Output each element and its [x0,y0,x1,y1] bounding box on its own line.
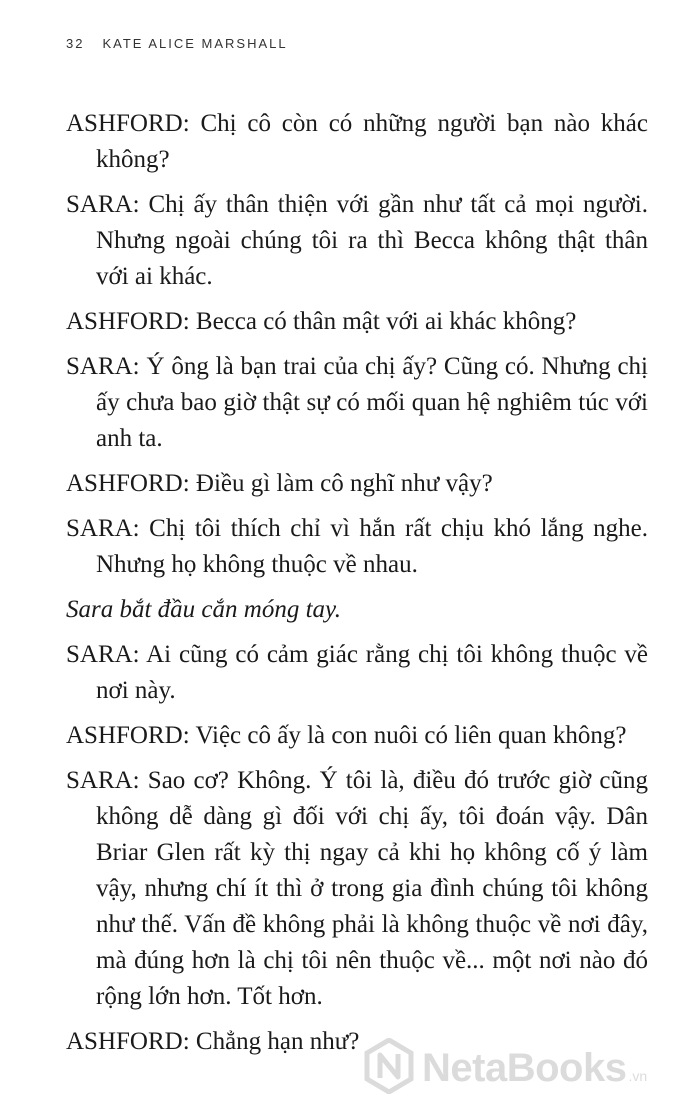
dialogue-line: ASHFORD: Chị cô còn có những người bạn nào khác không? [66,110,648,173]
watermark-tld: .vn [628,1068,648,1084]
watermark-brand: NetaBooks [422,1045,627,1090]
dialogue-line: SARA: Chị ấy thân thiện với gần như tất cả mọi người. Nhưng ngoài chúng tôi ra thì Becca không thật thân với ai khác. [66,191,648,290]
dialogue-line: SARA: Sao cơ? Không. Ý tôi là, điều đó trước giờ cũng không dễ dàng gì đối với chị ấy, tôi đoán vậy. Dân Briar Glen rất kỳ thị ngay cả khi họ không cố ý làm vậy, nhưng chí ít thì ở trong gia đình chúng tôi không như thế. Vấn đề không phải là không thuộc về nơi đây, mà đúng hơn là chị tôi nên thuộc về... một nơi nào đó rộng lớn hơn. Tốt hơn. [66,767,648,1010]
running-head [66,36,288,51]
stage-direction: Sara bắt đầu cắn móng tay. [66,596,341,623]
dialogue-line: ASHFORD: Điều gì làm cô nghĩ như vậy? [66,470,493,497]
dialogue-line: SARA: Ai cũng có cảm giác rằng chị tôi không thuộc về nơi này. [66,641,648,704]
page-number: 32 [66,36,85,51]
dialogue-line: SARA: Chị tôi thích chỉ vì hắn rất chịu khó lắng nghe. Nhưng họ không thuộc về nhau. [66,515,648,578]
dialogue-line: SARA: Ý ông là bạn trai của chị ấy? Cũng có. Nhưng chị ấy chưa bao giờ thật sự có mối quan hệ nghiêm túc với anh ta. [66,353,648,452]
dialogue-line: ASHFORD: Việc cô ấy là con nuôi có liên quan không? [66,722,627,749]
dialogue-line: ASHFORD: Chẳng hạn như? [66,1028,360,1055]
author-name: KATE ALICE MARSHALL [102,36,288,51]
dialogue-line: ASHFORD: Becca có thân mật với ai khác không? [66,308,577,335]
publisher-watermark [364,1040,647,1096]
transcript-body [66,106,648,1069]
netabooks-logo-icon [364,1038,414,1099]
